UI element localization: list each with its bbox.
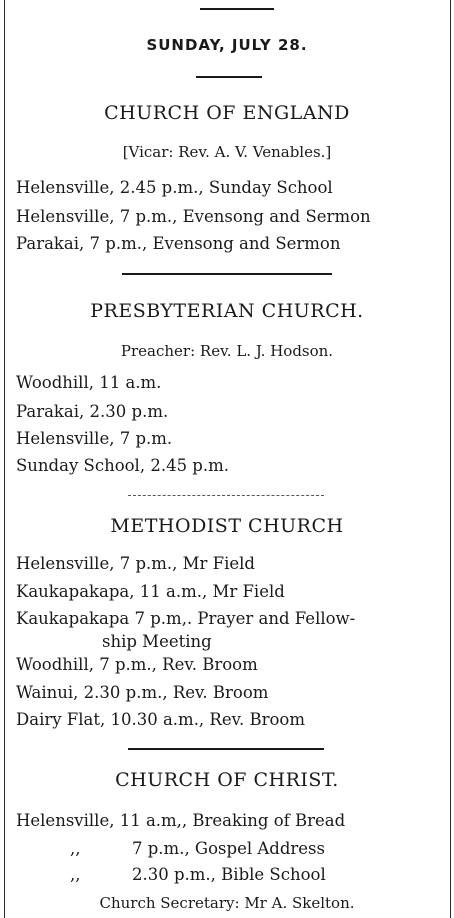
church-subtitle: Preacher: Rev. L. J. Hodson. [120,342,334,360]
service-entry: Helensville, 7 p.m., Mr Field [16,554,255,573]
ditto-mark: ,, [70,865,81,884]
service-entry: Parakai, 2.30 p.m. [16,402,169,421]
section-rule [128,748,324,750]
date-heading: SUNDAY, JULY 28. [146,36,308,54]
section-rule [122,273,332,275]
service-entry: 2.30 p.m., Bible School [132,865,326,884]
service-entry: Woodhill, 7 p.m., Rev. Broom [16,655,258,674]
service-entry: Helensville, 11 a.m,, Breaking of Bread [16,811,346,830]
church-title: CHURCH OF CHRIST. [115,769,339,791]
service-entry: Sunday School, 2.45 p.m. [16,456,230,475]
church-title: PRESBYTERIAN CHURCH. [90,300,364,322]
service-entry: Parakai, 7 p.m., Evensong and Sermon [16,234,341,253]
church-subtitle: [Vicar: Rev. A. V. Venables.] [122,143,332,161]
service-entry: Helensville, 7 p.m., Evensong and Sermon [16,207,371,226]
church-title: METHODIST CHURCH [110,515,344,537]
top-rule [200,8,274,10]
church-title: CHURCH OF ENGLAND [104,102,350,124]
service-entry: Kaukapakapa 7 p.m,. Prayer and Fellow- [16,609,356,628]
service-entry: Woodhill, 11 a.m. [16,373,162,392]
service-entry: 7 p.m., Gospel Address [132,839,325,858]
service-entry: Helensville, 7 p.m. [16,429,173,448]
service-entry-continued: ship Meeting [102,632,212,651]
service-entry: Helensville, 2.45 p.m., Sunday School [16,178,333,197]
service-entry: Kaukapakapa, 11 a.m., Mr Field [16,582,285,601]
divider-rule [196,76,262,78]
church-secretary: Church Secretary: Mr A. Skelton. [99,894,355,912]
service-entry: Wainui, 2.30 p.m., Rev. Broom [16,683,269,702]
ditto-mark: ,, [70,839,81,858]
service-entry: Dairy Flat, 10.30 a.m., Rev. Broom [16,710,305,729]
section-rule [128,495,324,496]
